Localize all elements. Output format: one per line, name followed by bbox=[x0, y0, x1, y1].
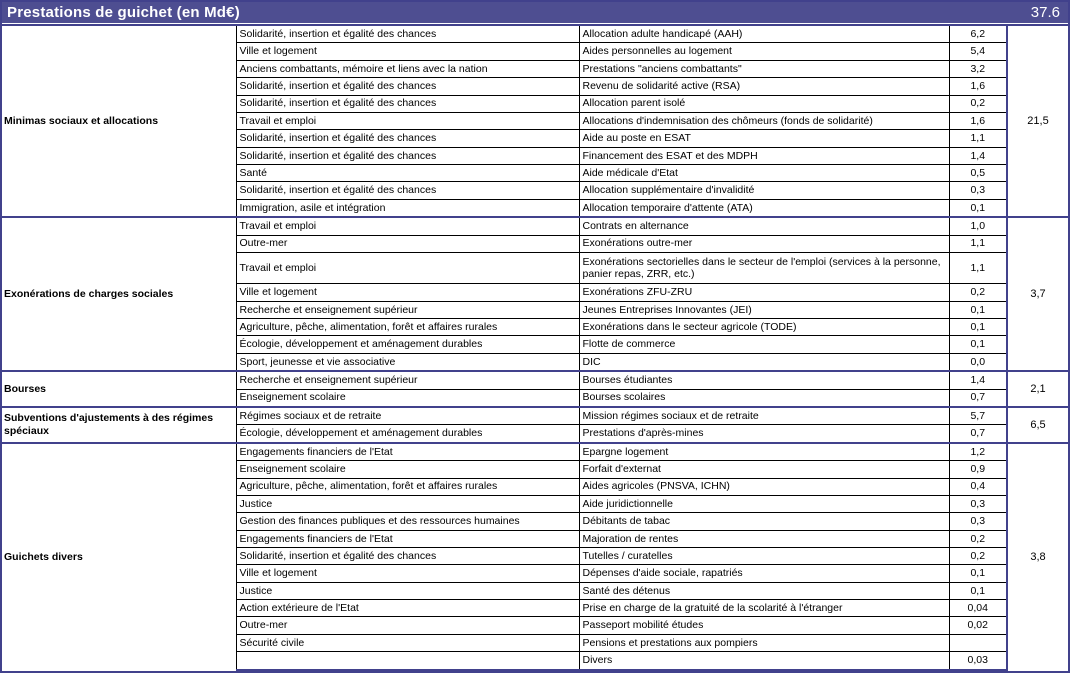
subtotal-cell: 6,5 bbox=[1007, 407, 1068, 443]
category-cell: Guichets divers bbox=[2, 443, 236, 670]
subtotal-cell: 3,8 bbox=[1007, 443, 1068, 670]
item-cell: Divers bbox=[579, 652, 949, 670]
category-cell: Bourses bbox=[2, 371, 236, 407]
item-cell: Débitants de tabac bbox=[579, 513, 949, 530]
item-cell: Allocation adulte handicapé (AAH) bbox=[579, 25, 949, 43]
prestations-table bbox=[2, 24, 1068, 671]
item-cell: Exonérations ZFU-ZRU bbox=[579, 284, 949, 301]
value-cell: 1,1 bbox=[949, 252, 1007, 283]
item-cell: Passeport mobilité études bbox=[579, 617, 949, 634]
value-cell: 0,1 bbox=[949, 582, 1007, 599]
value-cell: 1,1 bbox=[949, 235, 1007, 252]
item-cell: Mission régimes sociaux et de retraite bbox=[579, 407, 949, 425]
mission-cell: Agriculture, pêche, alimentation, forêt et affaires rurales bbox=[236, 318, 579, 335]
subtotal-cell: 3,7 bbox=[1007, 217, 1068, 371]
mission-cell: Ville et logement bbox=[236, 565, 579, 582]
mission-cell: Recherche et enseignement supérieur bbox=[236, 301, 579, 318]
mission-cell: Solidarité, insertion et égalité des chances bbox=[236, 147, 579, 164]
mission-cell: Écologie, développement et aménagement durables bbox=[236, 336, 579, 353]
value-cell: 0,2 bbox=[949, 95, 1007, 112]
item-cell: Aide juridictionnelle bbox=[579, 495, 949, 512]
value-cell: 0,1 bbox=[949, 301, 1007, 318]
item-cell: Dépenses d'aide sociale, rapatriés bbox=[579, 565, 949, 582]
mission-cell: Solidarité, insertion et égalité des chances bbox=[236, 182, 579, 199]
value-cell: 0,4 bbox=[949, 478, 1007, 495]
item-cell: Allocation parent isolé bbox=[579, 95, 949, 112]
value-cell: 0,5 bbox=[949, 164, 1007, 181]
item-cell: Majoration de rentes bbox=[579, 530, 949, 547]
item-cell: Allocations d'indemnisation des chômeurs (fonds de solidarité) bbox=[579, 112, 949, 129]
table-row bbox=[2, 407, 1068, 425]
item-cell: Exonérations sectorielles dans le secteur de l'emploi (services à la personne, panier repas, ZRR, etc.) bbox=[579, 252, 949, 283]
value-cell: 0,7 bbox=[949, 425, 1007, 443]
value-cell: 0,3 bbox=[949, 495, 1007, 512]
mission-cell bbox=[236, 652, 579, 670]
value-cell: 0,03 bbox=[949, 652, 1007, 670]
value-cell bbox=[949, 634, 1007, 651]
mission-cell: Sport, jeunesse et vie associative bbox=[236, 353, 579, 371]
value-cell: 0,2 bbox=[949, 530, 1007, 547]
item-cell: Aides agricoles (PNSVA, ICHN) bbox=[579, 478, 949, 495]
value-cell: 0,1 bbox=[949, 318, 1007, 335]
table-row bbox=[2, 443, 1068, 461]
value-cell: 0,2 bbox=[949, 548, 1007, 565]
mission-cell: Solidarité, insertion et égalité des chances bbox=[236, 95, 579, 112]
value-cell: 0,2 bbox=[949, 284, 1007, 301]
mission-cell: Solidarité, insertion et égalité des chances bbox=[236, 548, 579, 565]
table-row bbox=[2, 371, 1068, 389]
mission-cell: Ville et logement bbox=[236, 284, 579, 301]
mission-cell: Engagements financiers de l'Etat bbox=[236, 443, 579, 461]
value-cell: 0,3 bbox=[949, 182, 1007, 199]
mission-cell: Engagements financiers de l'Etat bbox=[236, 530, 579, 547]
mission-cell: Gestion des finances publiques et des ressources humaines bbox=[236, 513, 579, 530]
item-cell: Bourses étudiantes bbox=[579, 371, 949, 389]
value-cell: 1,4 bbox=[949, 371, 1007, 389]
mission-cell: Agriculture, pêche, alimentation, forêt et affaires rurales bbox=[236, 478, 579, 495]
item-cell: Aides personnelles au logement bbox=[579, 43, 949, 60]
item-cell: Contrats en alternance bbox=[579, 217, 949, 235]
item-cell: DIC bbox=[579, 353, 949, 371]
mission-cell: Immigration, asile et intégration bbox=[236, 199, 579, 217]
mission-cell: Santé bbox=[236, 164, 579, 181]
item-cell: Allocation temporaire d'attente (ATA) bbox=[579, 199, 949, 217]
item-cell: Exonérations dans le secteur agricole (TODE) bbox=[579, 318, 949, 335]
value-cell: 0,9 bbox=[949, 461, 1007, 478]
category-cell: Exonérations de charges sociales bbox=[2, 217, 236, 371]
item-cell: Bourses scolaires bbox=[579, 389, 949, 407]
mission-cell: Recherche et enseignement supérieur bbox=[236, 371, 579, 389]
category-cell: Subventions d'ajustements à des régimes spéciaux bbox=[2, 407, 236, 443]
mission-cell: Action extérieure de l'Etat bbox=[236, 600, 579, 617]
page-title: Prestations de guichet (en Md€) bbox=[7, 4, 240, 21]
item-cell: Prestations "anciens combattants" bbox=[579, 60, 949, 77]
mission-cell: Sécurité civile bbox=[236, 634, 579, 651]
item-cell: Aide au poste en ESAT bbox=[579, 130, 949, 147]
value-cell: 1,1 bbox=[949, 130, 1007, 147]
mission-cell: Travail et emploi bbox=[236, 112, 579, 129]
mission-cell: Travail et emploi bbox=[236, 252, 579, 283]
table-body bbox=[2, 25, 1068, 670]
mission-cell: Anciens combattants, mémoire et liens avec la nation bbox=[236, 60, 579, 77]
mission-cell: Outre-mer bbox=[236, 235, 579, 252]
mission-cell: Solidarité, insertion et égalité des chances bbox=[236, 130, 579, 147]
item-cell: Pensions et prestations aux pompiers bbox=[579, 634, 949, 651]
mission-cell: Justice bbox=[236, 495, 579, 512]
subtotal-cell: 2,1 bbox=[1007, 371, 1068, 407]
item-cell: Financement des ESAT et des MDPH bbox=[579, 147, 949, 164]
value-cell: 3,2 bbox=[949, 60, 1007, 77]
mission-cell: Régimes sociaux et de retraite bbox=[236, 407, 579, 425]
item-cell: Tutelles / curatelles bbox=[579, 548, 949, 565]
value-cell: 5,4 bbox=[949, 43, 1007, 60]
value-cell: 0,1 bbox=[949, 565, 1007, 582]
value-cell: 6,2 bbox=[949, 25, 1007, 43]
item-cell: Jeunes Entreprises Innovantes (JEI) bbox=[579, 301, 949, 318]
mission-cell: Justice bbox=[236, 582, 579, 599]
item-cell: Aide médicale d'Etat bbox=[579, 164, 949, 181]
mission-cell: Ville et logement bbox=[236, 43, 579, 60]
subtotal-cell: 21,5 bbox=[1007, 25, 1068, 217]
item-cell: Epargne logement bbox=[579, 443, 949, 461]
item-cell: Prise en charge de la gratuité de la scolarité à l'étranger bbox=[579, 600, 949, 617]
item-cell: Flotte de commerce bbox=[579, 336, 949, 353]
value-cell: 0,7 bbox=[949, 389, 1007, 407]
value-cell: 0,1 bbox=[949, 199, 1007, 217]
mission-cell: Outre-mer bbox=[236, 617, 579, 634]
grand-total-value: 37.6 bbox=[1030, 4, 1060, 21]
table-row bbox=[2, 25, 1068, 43]
value-cell: 0,02 bbox=[949, 617, 1007, 634]
value-cell: 1,0 bbox=[949, 217, 1007, 235]
mission-cell: Solidarité, insertion et égalité des chances bbox=[236, 25, 579, 43]
mission-cell: Écologie, développement et aménagement durables bbox=[236, 425, 579, 443]
mission-cell: Enseignement scolaire bbox=[236, 389, 579, 407]
value-cell: 0,04 bbox=[949, 600, 1007, 617]
category-cell: Minimas sociaux et allocations bbox=[2, 25, 236, 217]
mission-cell: Solidarité, insertion et égalité des chances bbox=[236, 78, 579, 95]
item-cell: Santé des détenus bbox=[579, 582, 949, 599]
item-cell: Forfait d'externat bbox=[579, 461, 949, 478]
mission-cell: Travail et emploi bbox=[236, 217, 579, 235]
value-cell: 1,6 bbox=[949, 112, 1007, 129]
value-cell: 0,3 bbox=[949, 513, 1007, 530]
value-cell: 1,2 bbox=[949, 443, 1007, 461]
table-header bbox=[2, 2, 1068, 24]
value-cell: 1,4 bbox=[949, 147, 1007, 164]
value-cell: 5,7 bbox=[949, 407, 1007, 425]
item-cell: Revenu de solidarité active (RSA) bbox=[579, 78, 949, 95]
table-row bbox=[2, 217, 1068, 235]
mission-cell: Enseignement scolaire bbox=[236, 461, 579, 478]
value-cell: 1,6 bbox=[949, 78, 1007, 95]
item-cell: Prestations d'après-mines bbox=[579, 425, 949, 443]
item-cell: Allocation supplémentaire d'invalidité bbox=[579, 182, 949, 199]
value-cell: 0,1 bbox=[949, 336, 1007, 353]
value-cell: 0,0 bbox=[949, 353, 1007, 371]
item-cell: Exonérations outre-mer bbox=[579, 235, 949, 252]
